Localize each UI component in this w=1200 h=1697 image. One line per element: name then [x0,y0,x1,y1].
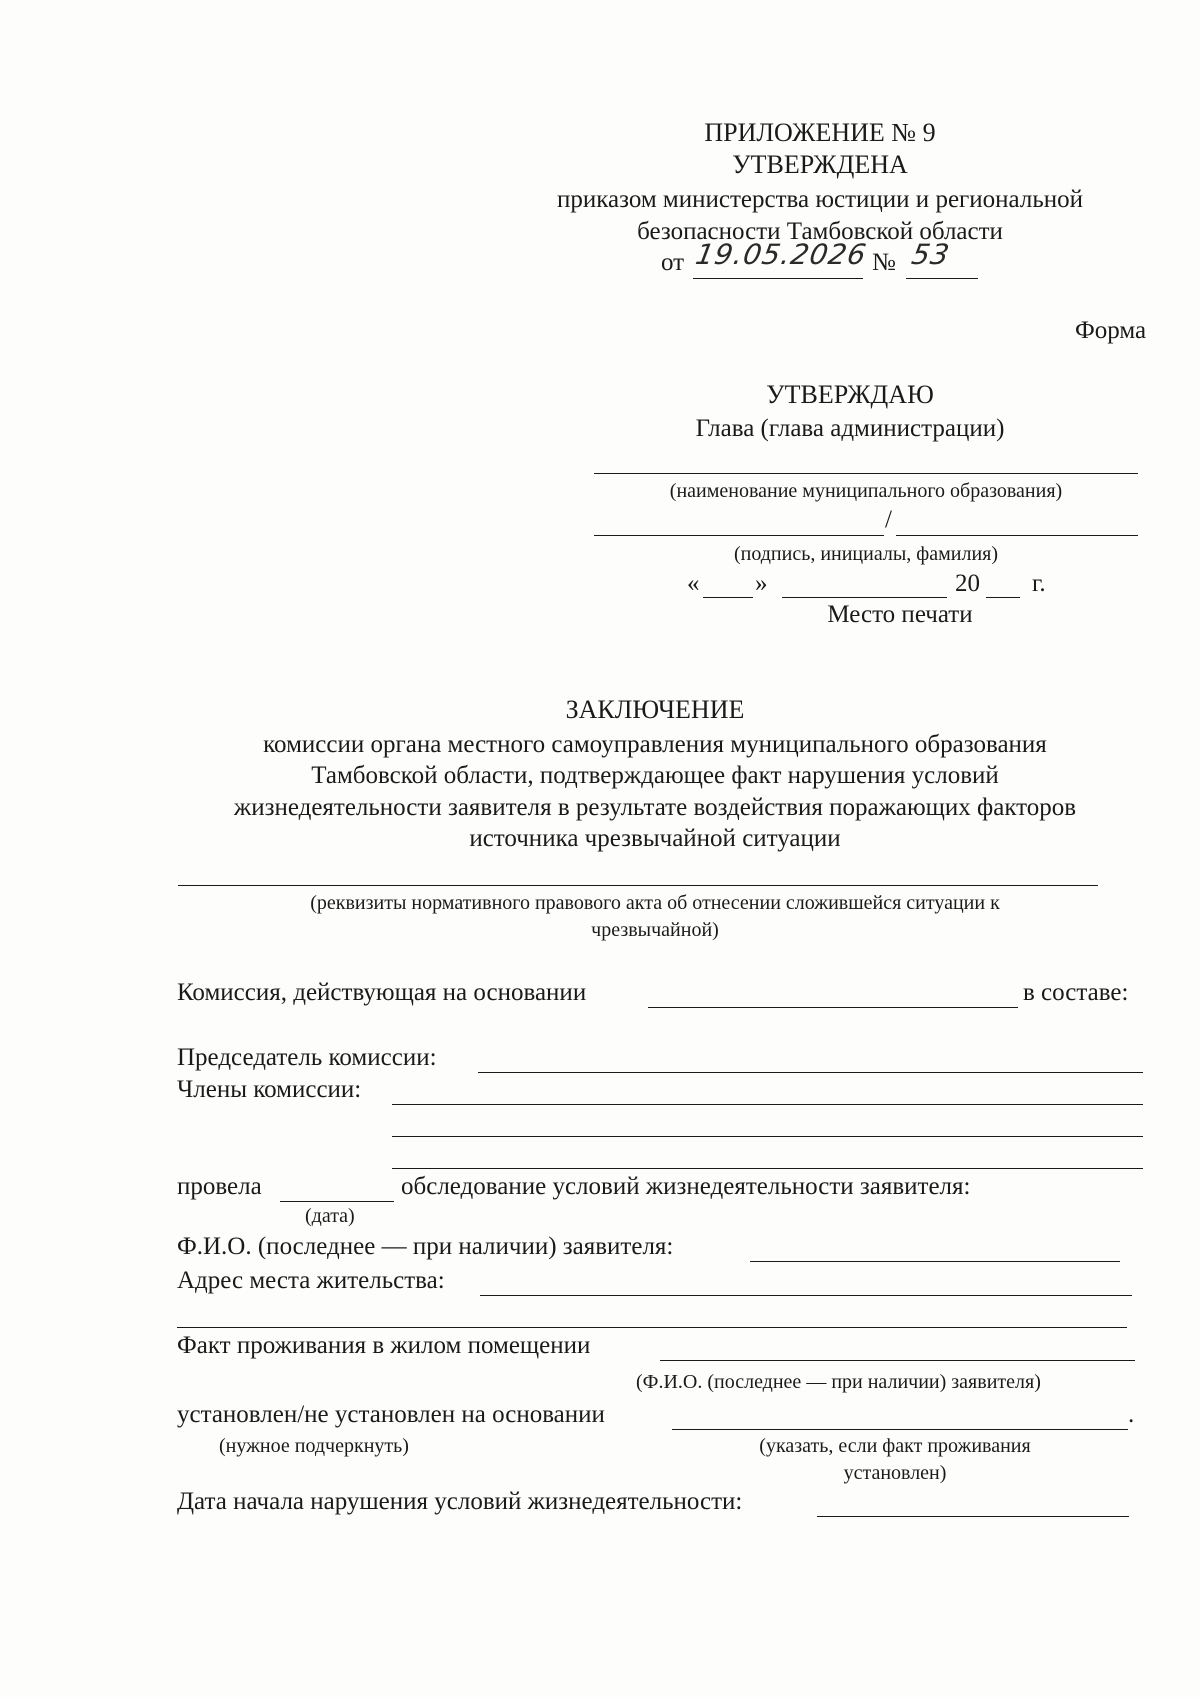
address-label: Адрес места жительства: [177,1267,445,1294]
municipality-caption: (наименование муниципального образования) [669,480,1063,502]
commission-basis-label: Комиссия, действующая на основании [177,979,587,1006]
violation-start-label: Дата начала нарушения условий жизнедеятельности: [177,1488,743,1515]
conclusion-line-4: источника чрезвычайной ситуации [469,825,841,852]
year-line [986,597,1020,598]
day-line [703,597,753,598]
order-number-prefix: № [872,249,896,276]
act-details-line [178,885,1098,886]
members-label: Члены комиссии: [177,1076,362,1103]
survey-label: обследование условий жизнедеятельности заявителя: [401,1173,971,1200]
signature-slash: / [885,506,892,533]
municipality-line [594,473,1138,474]
order-line-2: безопасности Тамбовской области [637,218,1003,245]
name-line [896,535,1138,536]
conclusion-line-2: Тамбовской области, подтверждающее факт нарушения условий [311,762,999,789]
order-number-line [906,278,978,279]
chairman-label: Председатель комиссии: [177,1044,437,1071]
year-prefix: 20 [955,570,980,597]
address-line-2 [177,1327,1127,1328]
composition-label: в составе: [1023,979,1129,1006]
chairman-line [478,1072,1143,1073]
conclusion-line-3: жизнедеятельности заявителя в результате воздействия поражающих факторов [233,794,1077,821]
members-line-3 [392,1168,1143,1169]
seal-place: Место печати [827,601,973,628]
order-date-line [693,278,863,279]
violation-start-line [817,1516,1129,1517]
approved-label: УТВЕРЖДЕНА [732,150,908,179]
basis-caption-line-1: (указать, если факт проживания [759,1435,1031,1457]
order-date-handwritten: 19.05.2026 [693,238,870,271]
appendix-number: ПРИЛОЖЕНИЕ № 9 [704,118,936,147]
established-label: установлен/не установлен на основании [177,1401,605,1428]
act-caption-line-1: (реквизиты нормативного правового акта об отнесении сложившейся ситуации к [310,892,1000,914]
underline-caption: (нужное подчеркнуть) [219,1435,409,1457]
order-date-prefix: от [661,249,685,276]
approval-title: УТВЕРЖДАЮ [766,380,934,409]
address-line-1 [480,1295,1132,1296]
year-suffix: г. [1032,570,1046,597]
date-quote-open: « [687,570,700,597]
applicant-caption: (Ф.И.О. (последнее — при наличии) заявителя) [636,1371,1041,1393]
residence-fact-line [660,1360,1135,1361]
commission-basis-line [648,1007,1018,1008]
applicant-name-label: Ф.И.О. (последнее — при наличии) заявителя: [177,1233,674,1260]
survey-date-caption: (дата) [305,1205,355,1227]
signature-caption: (подпись, инициалы, фамилия) [733,543,999,565]
approval-position: Глава (глава администрации) [695,415,1005,442]
form-label: Форма [1075,317,1147,344]
basis-caption-line-2: установлен) [843,1462,947,1484]
signature-line [594,535,884,536]
month-line [782,597,947,598]
members-line-1 [392,1104,1143,1105]
conclusion-line-1: комиссии органа местного самоуправления муниципального образования [263,731,1047,758]
act-caption-line-2: чрезвычайной) [591,919,719,941]
residence-fact-label: Факт проживания в жилом помещении [177,1332,591,1359]
established-period: . [1128,1401,1135,1428]
survey-date-line [280,1201,394,1202]
conclusion-title: ЗАКЛЮЧЕНИЕ [565,695,745,724]
established-basis-line [672,1429,1128,1430]
date-quote-close: » [755,570,768,597]
order-number-handwritten: 53 [909,238,953,271]
applicant-name-line [750,1261,1120,1262]
order-line-1: приказом министерства юстиции и региональной [556,186,1083,213]
conducted-label: провела [177,1173,262,1200]
members-line-2 [392,1136,1143,1137]
